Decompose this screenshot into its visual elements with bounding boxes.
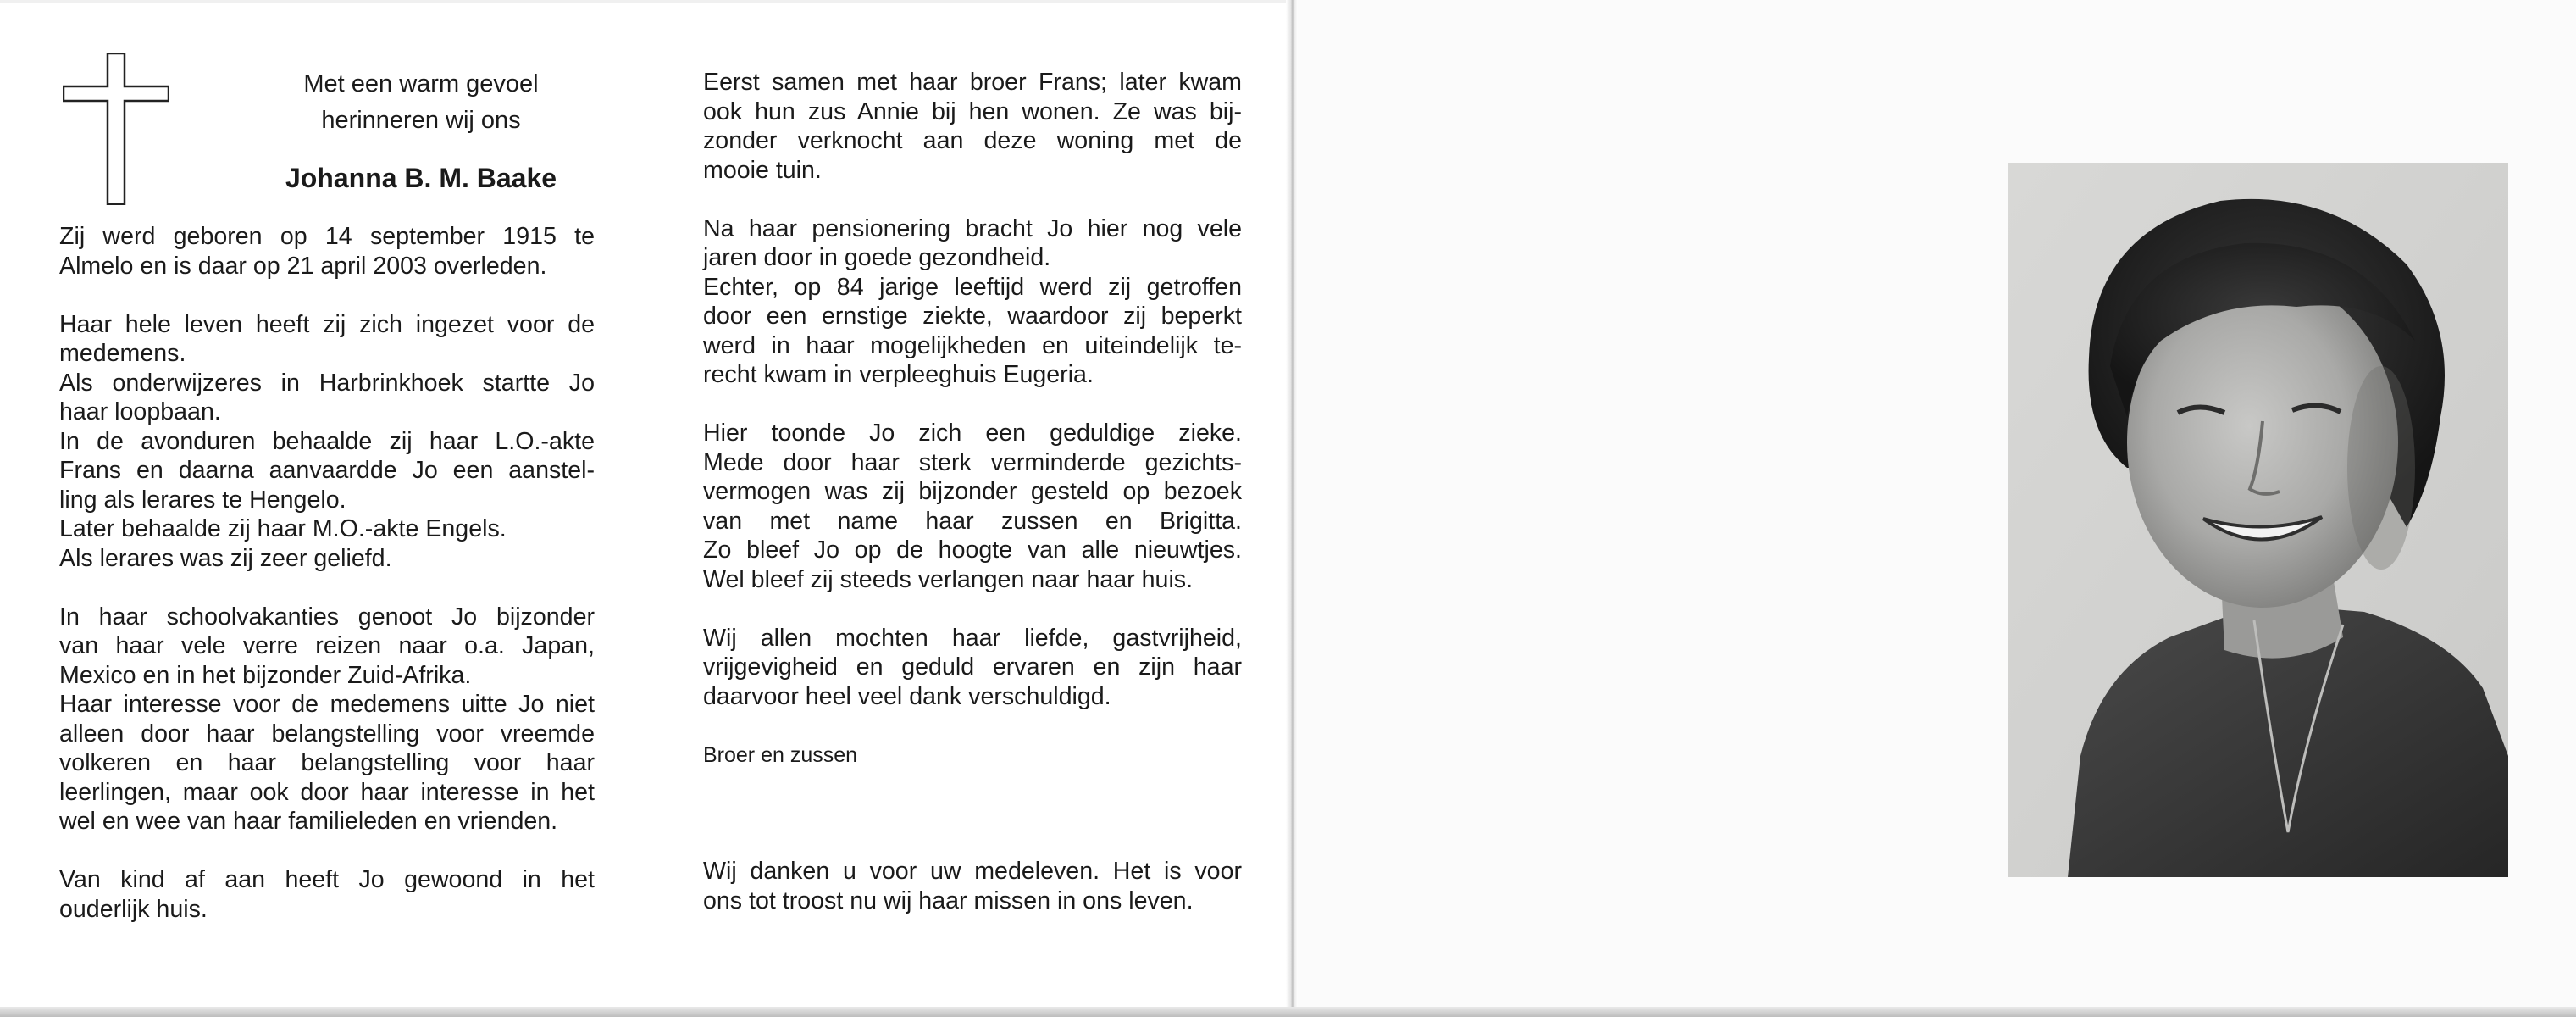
intro-line-1: Met een warm gevoel	[303, 70, 539, 97]
left-text-column	[59, 222, 595, 953]
text-line: alleen door haar belangstelling voor vreemde	[59, 720, 595, 747]
card-fold	[1286, 0, 1298, 1017]
text-line: recht kwam in verpleeghuis Eugeria.	[703, 361, 1094, 388]
text-line: Zo bleef Jo op de hoogte van alle nieuwtjes.	[703, 536, 1242, 564]
text-line: medemens.	[59, 340, 186, 367]
deceased-name: Johanna B. M. Baake	[285, 163, 557, 193]
text-line: vrijgevigheid en geduld ervaren en zijn haar	[703, 653, 1242, 681]
text-line: van met name haar zussen en Brigitta.	[703, 507, 1242, 535]
text-line: Als lerares was zij zeer geliefd.	[59, 544, 392, 572]
signature: Broer en zussen	[703, 742, 858, 767]
text-line: Hier toonde Jo zich een geduldige zieke.	[703, 420, 1242, 447]
text-line: In haar schoolvakanties genoot Jo bijzonder	[59, 603, 595, 631]
thanks-paragraph	[703, 857, 1242, 915]
portrait-image	[2008, 163, 2508, 877]
paragraph	[59, 865, 595, 924]
text-line: Eerst samen met haar broer Frans; later kwam	[703, 69, 1242, 96]
card-bottom-edge	[0, 1007, 2576, 1017]
middle-text-column	[703, 68, 1242, 915]
paragraph	[703, 419, 1242, 594]
text-line: Almelo en is daar op 21 april 2003 overleden.	[59, 252, 547, 280]
text-line: Wel bleef zij steeds verlangen naar haar huis.	[703, 565, 1194, 593]
paragraph	[59, 310, 595, 574]
paragraph	[703, 214, 1242, 390]
text-line: mooie tuin.	[703, 156, 822, 184]
paragraph	[59, 222, 595, 281]
text-line: In de avonduren behaalde zij haar L.O.-akte	[59, 427, 595, 455]
text-line: ook hun zus Annie bij hen wonen. Ze was bij-	[703, 97, 1242, 125]
text-line: van haar vele verre reizen naar o.a. Japan,	[59, 632, 595, 659]
text-line: door een ernstige ziekte, waardoor zij beperkt	[703, 303, 1242, 330]
text-line: Mexico en in het bijzonder Zuid-Afrika.	[59, 661, 472, 689]
text-line: Wij danken u voor uw medeleven. Het is voor	[703, 858, 1242, 885]
text-line: Mede door haar sterk verminderde gezichts-	[703, 448, 1242, 476]
text-line: zonder verknocht aan deze woning met de	[703, 127, 1242, 154]
text-line: jaren door in goede gezondheid.	[703, 244, 1051, 271]
paragraph	[703, 68, 1242, 185]
text-line: werd in haar mogelijkheden en uiteindelijk te-	[703, 331, 1242, 359]
paragraph	[59, 603, 595, 836]
text-line: Zij werd geboren op 14 september 1915 te	[59, 223, 595, 250]
text-line: vermogen was zij bijzonder gesteld op bezoek	[703, 478, 1242, 505]
text-line: ling als lerares te Hengelo.	[59, 486, 346, 514]
portrait-photo	[2008, 163, 2508, 877]
text-line: wel en wee van haar familieleden en vrienden.	[59, 808, 558, 835]
text-line: Haar interesse voor de medemens uitte Jo niet	[59, 691, 595, 718]
text-line: ouderlijk huis.	[59, 895, 208, 923]
text-line: volkeren en haar belangstelling voor haar	[59, 749, 595, 776]
text-line: Later behaalde zij haar M.O.-akte Engels.	[59, 515, 507, 542]
text-line: Haar hele leven heeft zij zich ingezet voor de	[59, 310, 595, 338]
text-line: Echter, op 84 jarige leeftijd werd zij getroffen	[703, 273, 1242, 301]
text-line: Frans en daarna aanvaardde Jo een aanstel-	[59, 457, 595, 484]
text-line: ons tot troost nu wij haar missen in ons leven.	[703, 886, 1194, 914]
text-line: Wij allen mochten haar liefde, gastvrijheid,	[703, 624, 1242, 652]
paragraph	[703, 624, 1242, 712]
cross-icon	[63, 53, 169, 205]
intro-line-2: herinneren wij ons	[321, 107, 521, 134]
text-line: daarvoor heel veel dank verschuldigd.	[703, 682, 1111, 710]
text-line: Na haar pensionering bracht Jo hier nog vele	[703, 214, 1242, 242]
text-line: haar loopbaan.	[59, 398, 221, 425]
text-line: Van kind af aan heeft Jo gewoond in het	[59, 866, 595, 893]
text-line: leerlingen, maar ook door haar interesse in het	[59, 778, 595, 806]
text-line: Als onderwijzeres in Harbrinkhoek startte Jo	[59, 369, 595, 397]
middle-paragraphs	[703, 68, 1242, 711]
